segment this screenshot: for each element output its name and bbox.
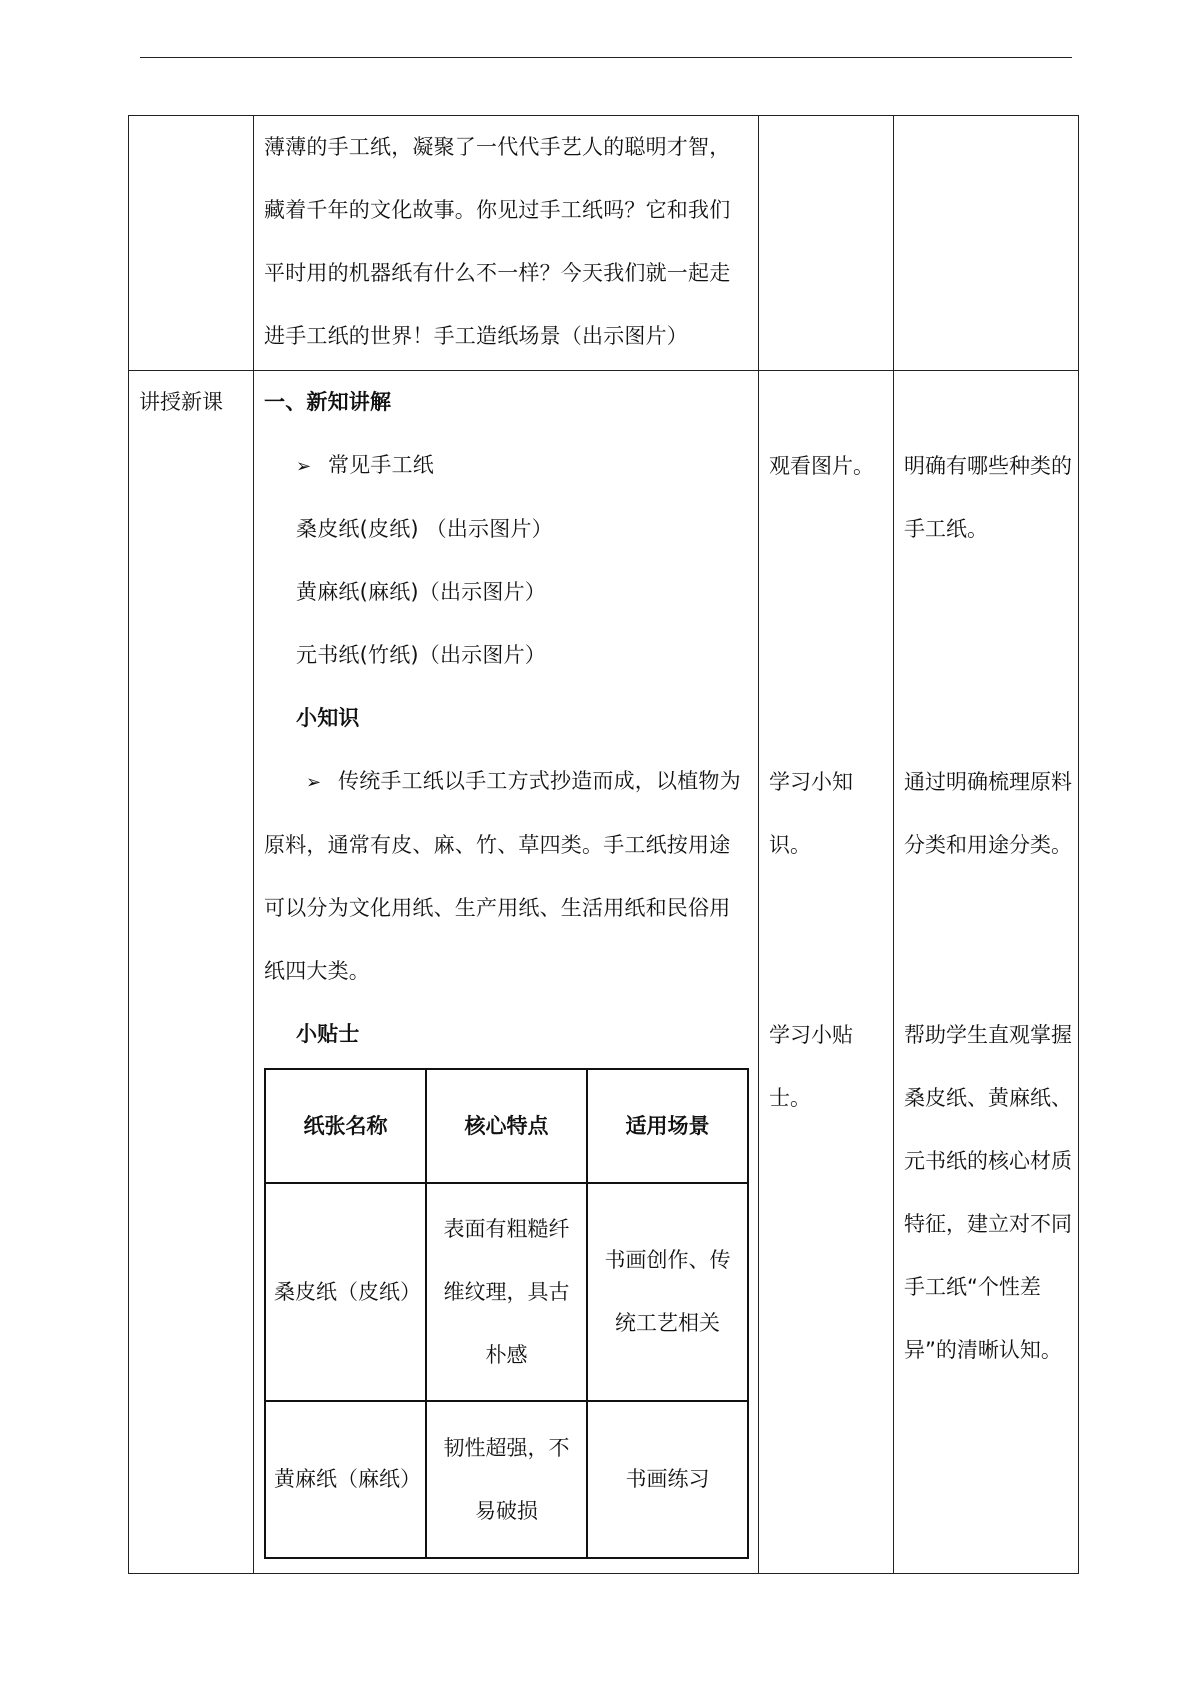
header-rule	[140, 57, 1072, 58]
common-paper-heading: 常见手工纸	[328, 453, 434, 477]
tips-cell: 桑皮纸（皮纸）	[265, 1183, 426, 1401]
teach-intent-cell	[894, 371, 1079, 1574]
knowledge-paragraph	[254, 750, 758, 1003]
intro-row	[129, 116, 1079, 371]
design-intent: 帮助学生直观掌握桑皮纸、黄麻纸、元书纸的核心材质特征，建立对不同手工纸“个性差异”的清晰认知。	[904, 1023, 1072, 1362]
intro-text: 薄薄的手工纸，凝聚了一代代手艺人的聪明才智，藏着千年的文化故事。你见过手工纸吗？它和我们平时用的机器纸有什么不一样？今天我们就一起走进手工纸的世界！手工造纸场景（出示图片）	[264, 135, 731, 348]
tips-heading: 小贴士	[296, 1022, 360, 1046]
paper-item: 桑皮纸(皮纸) （出示图片）	[296, 517, 553, 541]
tips-header-row	[265, 1069, 748, 1183]
tips-header-cell: 核心特点	[426, 1069, 587, 1183]
paper-item: 元书纸(竹纸)（出示图片）	[296, 643, 546, 667]
section-title: 一、新知讲解	[264, 390, 392, 414]
student-activity: 学习小贴士。	[769, 1023, 853, 1110]
design-intent: 通过明确梳理原料分类和用途分类。	[904, 770, 1072, 857]
intro-intent-cell	[894, 116, 1079, 371]
tips-cell: 韧性超强，不易破损	[426, 1401, 587, 1558]
knowledge-heading: 小知识	[296, 706, 360, 730]
teach-student-cell	[759, 371, 894, 1574]
intro-stage-cell	[129, 116, 254, 371]
tips-cell: 表面有粗糙纤维纹理，具古朴感	[426, 1183, 587, 1401]
stage-label: 讲授新课	[139, 390, 223, 414]
tips-row	[265, 1401, 748, 1558]
tips-header-cell: 纸张名称	[265, 1069, 426, 1183]
arrow-bullet-icon: ➢	[306, 772, 322, 793]
intro-content-cell	[254, 116, 759, 371]
tips-cell: 黄麻纸（麻纸）	[265, 1401, 426, 1558]
teach-content-cell	[254, 371, 759, 1574]
lesson-plan-table	[128, 115, 1079, 1574]
student-activity: 观看图片。	[769, 454, 874, 478]
common-paper-bullet	[254, 434, 758, 498]
tips-cell: 书画创作、传统工艺相关	[587, 1183, 748, 1401]
teach-row	[129, 371, 1079, 1574]
tips-table	[264, 1068, 749, 1559]
student-activity: 学习小知识。	[769, 770, 853, 857]
paper-item: 黄麻纸(麻纸)（出示图片）	[296, 580, 546, 604]
tips-cell: 书画练习	[587, 1401, 748, 1558]
design-intent: 明确有哪些种类的手工纸。	[904, 454, 1072, 541]
tips-row	[265, 1183, 748, 1401]
arrow-bullet-icon: ➢	[296, 456, 312, 477]
knowledge-text: 传统手工纸以手工方式抄造而成，以植物为原料，通常有皮、麻、竹、草四类。手工纸按用途可以分为文化用纸、生产用纸、生活用纸和民俗用纸四大类。	[264, 769, 741, 983]
tips-header-cell: 适用场景	[587, 1069, 748, 1183]
intro-student-cell	[759, 116, 894, 371]
teach-stage-cell	[129, 371, 254, 1574]
